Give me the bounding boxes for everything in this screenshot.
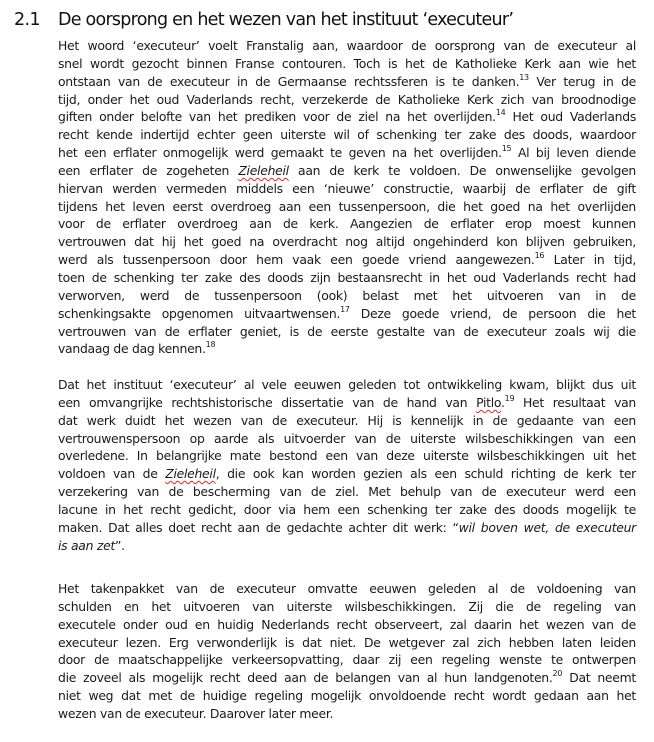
footnote-reference[interactable]: 19 xyxy=(504,393,515,403)
text-line: snel wordt gezocht binnen Franse contouren. Toch is het de Katholieke Kerk aan wie het xyxy=(58,55,636,71)
footnote-reference[interactable]: 17 xyxy=(340,304,350,314)
text-line: vertrouwen dat hij het goed na overdracht nog altijd ongehinderd kon blijven gebruiken, xyxy=(58,234,636,250)
text-line: tijdens het leven eerst overdroeg aan een tussenpersoon, die het goed na het overlijden xyxy=(58,198,636,214)
text-line: door de maatschappelijke verkeersopvatting, daar zij een regeling wenste te ontwerpen xyxy=(58,652,636,668)
text-line: een erflater de zogeheten Zieleheil aan de kerk te voldoen. De onwenselijke gevolgen xyxy=(58,162,636,178)
text-line: Het woord ‘executeur’ voelt Franstalig aan, waardoor de oorsprong van de executeur al xyxy=(58,38,636,53)
text-line: giften onder belofte van het prediken voor de ziel na het overlijden.$^{14}$ Het oud Vaderlands xyxy=(58,108,636,125)
italic-quote: wil boven wet, de executeur xyxy=(458,519,636,535)
text-line: executele onder oud en huidig Nederlands recht observeert, zal daarin het wezen van de xyxy=(58,616,636,632)
misspelled-word[interactable]: Zieleheil xyxy=(165,466,216,482)
footnote-reference[interactable]: 15 xyxy=(501,143,512,153)
paragraph-task-package xyxy=(58,580,636,723)
text-line: verworven, werd de tussenpersoon (ook) belast met het uitvoeren van in de xyxy=(58,287,636,303)
text-line: vertrouwen van de erflater geniet, is de eerste gestalte van de executeur zoals wij die xyxy=(58,323,636,339)
footnote-reference[interactable]: 16 xyxy=(534,251,545,260)
text-line: wezen van de executeur. Daarover later meer. xyxy=(58,705,334,721)
footnote-reference[interactable]: 13 xyxy=(519,72,529,82)
footnote-reference[interactable]: 20 xyxy=(552,669,563,679)
text-line: vandaag de dag kennen.$^{18}$ xyxy=(58,340,216,357)
misspelled-word[interactable]: Pitlo xyxy=(476,394,501,410)
text-line: executeur lezen. Erg verwonderlijk is dat niet. De wetgever zal zich hebben laten leiden xyxy=(58,634,636,650)
text-line: hiervan werden vermeden middels een ‘nieuwe’ constructie, waarbij de erflater de gift xyxy=(58,180,636,196)
text-line: toen de schenking ter zake des doods zijn bestaansrecht in het oud Vaderlands recht had xyxy=(58,269,636,285)
footnote-reference[interactable]: 18 xyxy=(205,340,216,350)
text-line: die zoveel als mogelijk recht deed aan de belangen van al hun landgenoten.$^{20}$ Dat neemt xyxy=(58,669,636,686)
section-heading xyxy=(0,10,654,36)
text-line: schenkingsakte opgenomen uitvaartwensen.$^{17}$ Deze goede vriend, de persoon die het xyxy=(58,304,636,321)
text-line: Dat het instituut ‘executeur’ al vele eeuwen geleden tot ontwikkeling kwam, blijkt dus uit xyxy=(58,377,636,392)
section-number: 2.1 xyxy=(14,10,41,30)
text-line: dat werk duidt het wezen van de executeur. Hij is kennelijk in de gedaante van een xyxy=(58,412,636,428)
misspelled-word[interactable]: Zieleheil xyxy=(238,162,289,178)
paragraph-origin xyxy=(58,37,636,358)
text-line: Het takenpakket van de executeur omvatte eeuwen geleden al de voldoening van xyxy=(58,581,636,596)
text-line: vertrouwenspersoon op aarde als uitvoerder van de uiterste wilsbeschikkingen van een xyxy=(58,430,636,446)
section-title: De oorsprong en het wezen van het instituut ‘executeur’ xyxy=(58,10,514,30)
text-line: lacune in het recht gedicht, door via hem een schenking ter zake des doods mogelijk te xyxy=(58,501,636,517)
text-line: voor de erflater overdroeg aan de kerk. Aangezien de erflater erop moest kunnen xyxy=(58,216,636,232)
text-line: schulden en het uitvoeren van uiterste wilsbeschikkingen. Zij die de regeling van xyxy=(58,598,636,614)
text-line: het een erflater onmogelijk werd gemaakt te geven na het overlijden.$^{15}$ Al bij leven diende xyxy=(58,143,636,161)
footnote-reference[interactable]: 14 xyxy=(495,108,506,118)
text-line: verzekering van de bescherming van de ziel. Met behulp van de executeur werd een xyxy=(58,484,636,500)
text-line: maken. Dat alles doet recht aan de gedachte achter dit werk: “wil boven wet, de executeur xyxy=(58,519,636,535)
text-line: overledene. In belangrijke mate bestond een van deze uiterste wilsbeschikkingen uit het xyxy=(58,448,636,464)
text-line: tijd, onder het oud Vaderlands recht, verzekerde de Katholieke Kerk zich van broodnodige xyxy=(58,91,636,107)
text-line: niet weg dat met de huidige regeling mogelijk onvoldoende recht wordt gedaan aan het xyxy=(58,688,636,704)
text-line: een omvangrijke rechtshistorische dissertatie van de hand van Pitlo.$^{19}$ Het resultaat van xyxy=(58,393,637,410)
text-line: ontstaan van de executeur in de Germaanse rechtssferen is te danken.$^{13}$ Ver terug in de xyxy=(58,72,636,89)
italic-quote: is aan zet xyxy=(58,537,115,553)
text-line: voldoen van de Zieleheil, die ook kan worden gezien als een schuld richting de kerk ter xyxy=(58,466,636,482)
text-line: recht kende indertijd echter geen uiterste wil of schenking ter zake des doods, waardoor xyxy=(58,127,636,143)
text-line: is aan zet”. xyxy=(58,537,125,553)
text-line: werd als tussenpersoon door hem vaak een goede vriend aangewezen.$^{16}$ Later in tijd, xyxy=(58,251,637,268)
paragraph-pitlo-dissertation xyxy=(58,376,636,554)
